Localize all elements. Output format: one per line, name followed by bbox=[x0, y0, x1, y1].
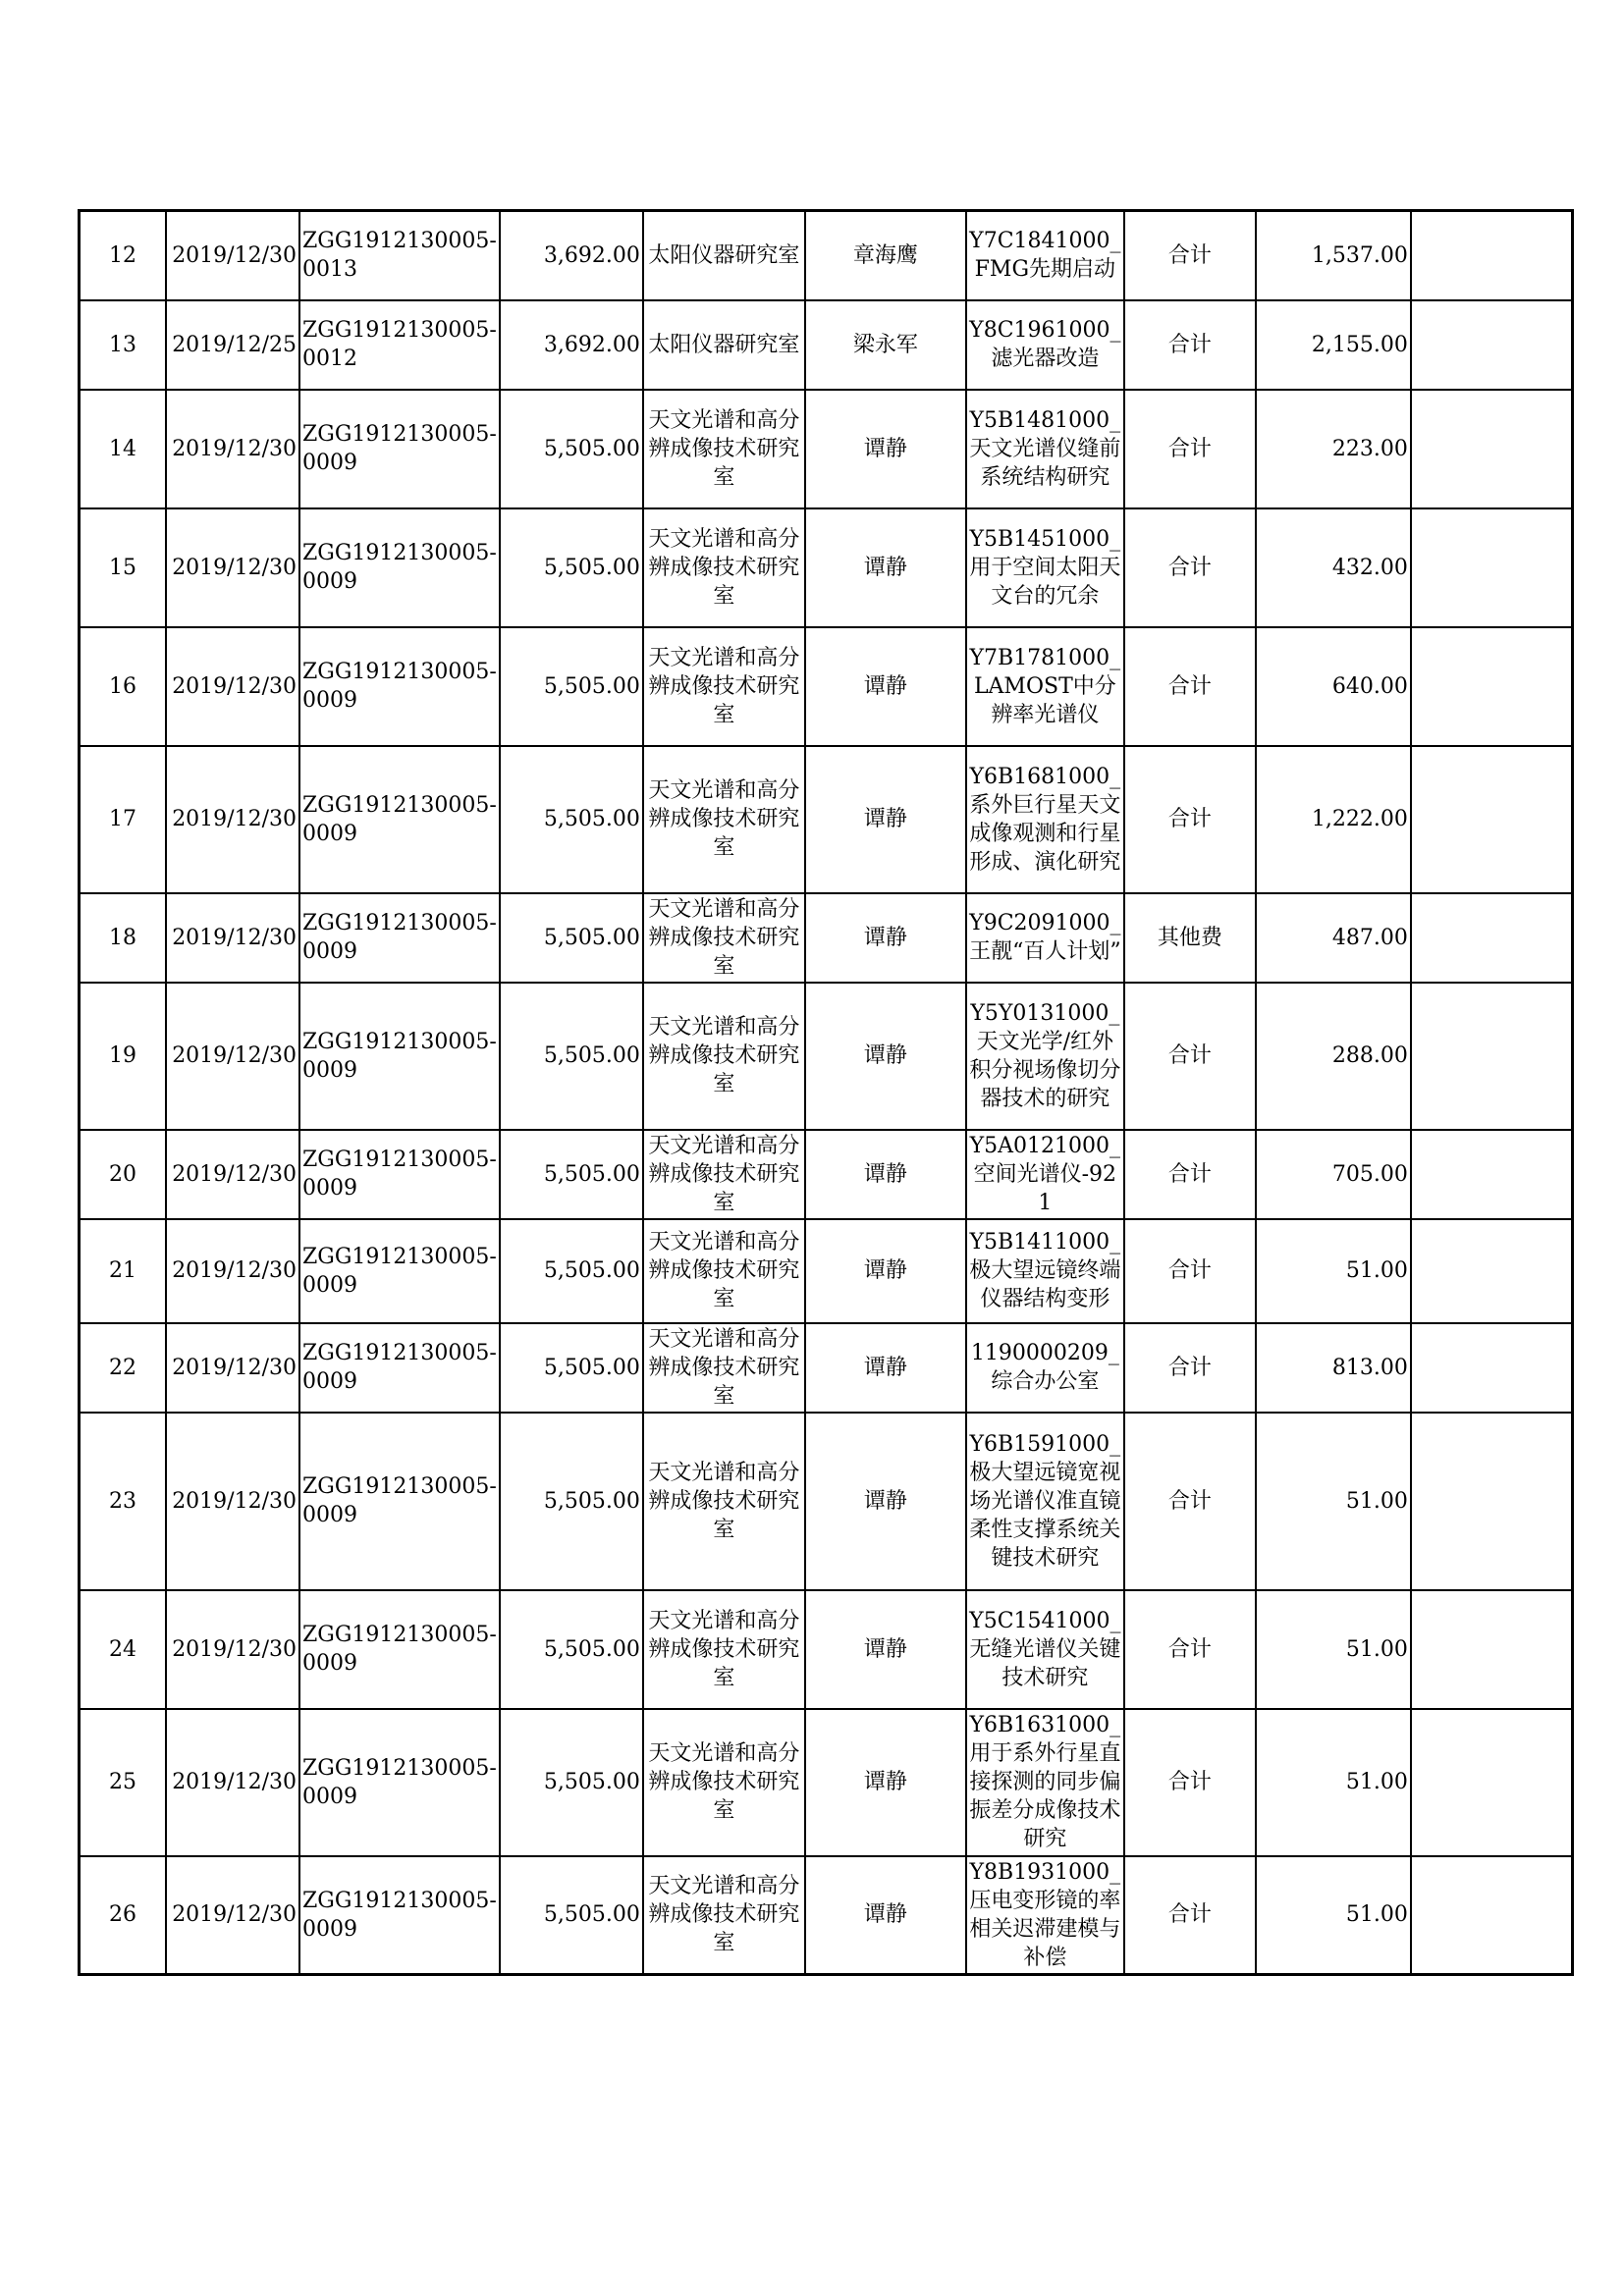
voucher-number-cell: ZGG1912130005-0009 bbox=[299, 746, 500, 893]
table-row bbox=[80, 508, 1573, 627]
expense-type-cell: 其他费 bbox=[1124, 893, 1256, 983]
person-cell: 谭静 bbox=[805, 983, 966, 1130]
date-cell bbox=[166, 1856, 299, 1975]
row-number: 14 bbox=[80, 390, 167, 508]
amount-cell: 5,505.00 bbox=[500, 1590, 643, 1709]
department-cell: 太阳仪器研究室 bbox=[643, 300, 805, 390]
department-cell: 天文光谱和高分辨成像技术研究室 bbox=[643, 1590, 805, 1709]
amount-cell: 5,505.00 bbox=[500, 893, 643, 983]
date-cell bbox=[166, 1413, 299, 1590]
amount-cell: 5,505.00 bbox=[500, 1709, 643, 1856]
row-number: 24 bbox=[80, 1590, 167, 1709]
date-cell bbox=[166, 983, 299, 1130]
expense-type-cell: 合计 bbox=[1124, 627, 1256, 746]
date-text: 2019/12/30 bbox=[172, 1043, 297, 1068]
department-cell: 天文光谱和高分辨成像技术研究室 bbox=[643, 983, 805, 1130]
amount-cell: 5,505.00 bbox=[500, 1219, 643, 1323]
date-text: 2019/12/30 bbox=[172, 242, 297, 268]
department-cell: 天文光谱和高分辨成像技术研究室 bbox=[643, 1709, 805, 1856]
subtotal-cell: 51.00 bbox=[1256, 1590, 1411, 1709]
subtotal-cell: 1,222.00 bbox=[1256, 746, 1411, 893]
table-row bbox=[80, 1219, 1573, 1323]
project-cell: Y8B1931000_压电变形镜的率相关迟滞建模与补偿 bbox=[966, 1856, 1124, 1975]
date-cell bbox=[166, 627, 299, 746]
department-cell: 天文光谱和高分辨成像技术研究室 bbox=[643, 1856, 805, 1975]
project-cell: Y5B1411000_极大望远镜终端仪器结构变形 bbox=[966, 1219, 1124, 1323]
row-number: 21 bbox=[80, 1219, 167, 1323]
table-row bbox=[80, 983, 1573, 1130]
subtotal-cell: 51.00 bbox=[1256, 1709, 1411, 1856]
note-cell bbox=[1411, 1130, 1573, 1219]
date-cell bbox=[166, 1590, 299, 1709]
project-cell: Y7C1841000_FMG先期启动 bbox=[966, 211, 1124, 300]
person-cell: 谭静 bbox=[805, 893, 966, 983]
project-cell: Y6B1631000_用于系外行星直接探测的同步偏振差分成像技术研究 bbox=[966, 1709, 1124, 1856]
row-number: 18 bbox=[80, 893, 167, 983]
expense-table bbox=[78, 209, 1574, 1976]
expense-type-cell: 合计 bbox=[1124, 211, 1256, 300]
row-number: 22 bbox=[80, 1323, 167, 1413]
date-cell bbox=[166, 211, 299, 300]
row-number: 26 bbox=[80, 1856, 167, 1975]
amount-cell: 5,505.00 bbox=[500, 627, 643, 746]
table-row bbox=[80, 300, 1573, 390]
subtotal-cell: 432.00 bbox=[1256, 508, 1411, 627]
project-cell: Y9C2091000_王靓“百人计划” bbox=[966, 893, 1124, 983]
subtotal-cell: 2,155.00 bbox=[1256, 300, 1411, 390]
project-cell: Y5A0121000_空间光谱仪-921 bbox=[966, 1130, 1124, 1219]
date-text: 2019/12/30 bbox=[172, 925, 297, 950]
expense-type-cell: 合计 bbox=[1124, 1130, 1256, 1219]
date-text: 2019/12/30 bbox=[172, 1488, 297, 1514]
note-cell bbox=[1411, 1856, 1573, 1975]
row-number: 20 bbox=[80, 1130, 167, 1219]
department-cell: 太阳仪器研究室 bbox=[643, 211, 805, 300]
row-number: 25 bbox=[80, 1709, 167, 1856]
table-row bbox=[80, 1590, 1573, 1709]
date-cell bbox=[166, 1323, 299, 1413]
subtotal-cell: 51.00 bbox=[1256, 1856, 1411, 1975]
note-cell bbox=[1411, 1219, 1573, 1323]
amount-cell: 5,505.00 bbox=[500, 1130, 643, 1219]
date-text: 2019/12/30 bbox=[172, 1258, 297, 1283]
amount-cell: 5,505.00 bbox=[500, 746, 643, 893]
expense-type-cell: 合计 bbox=[1124, 1590, 1256, 1709]
note-cell bbox=[1411, 1323, 1573, 1413]
row-number: 19 bbox=[80, 983, 167, 1130]
subtotal-cell: 223.00 bbox=[1256, 390, 1411, 508]
date-cell bbox=[166, 1219, 299, 1323]
table-row bbox=[80, 893, 1573, 983]
department-cell: 天文光谱和高分辨成像技术研究室 bbox=[643, 746, 805, 893]
subtotal-cell: 51.00 bbox=[1256, 1219, 1411, 1323]
voucher-number-cell: ZGG1912130005-0009 bbox=[299, 1323, 500, 1413]
date-text: 2019/12/25 bbox=[172, 332, 297, 357]
amount-cell: 5,505.00 bbox=[500, 508, 643, 627]
date-cell bbox=[166, 300, 299, 390]
table-row bbox=[80, 211, 1573, 300]
note-cell bbox=[1411, 746, 1573, 893]
amount-cell: 5,505.00 bbox=[500, 1413, 643, 1590]
project-cell: Y6B1681000_系外巨行星天文成像观测和行星形成、演化研究 bbox=[966, 746, 1124, 893]
project-cell: Y5B1451000_用于空间太阳天文台的冗余 bbox=[966, 508, 1124, 627]
department-cell: 天文光谱和高分辨成像技术研究室 bbox=[643, 390, 805, 508]
row-number: 15 bbox=[80, 508, 167, 627]
subtotal-cell: 813.00 bbox=[1256, 1323, 1411, 1413]
date-cell bbox=[166, 1709, 299, 1856]
voucher-number-cell: ZGG1912130005-0009 bbox=[299, 893, 500, 983]
subtotal-cell: 1,537.00 bbox=[1256, 211, 1411, 300]
date-text: 2019/12/30 bbox=[172, 1902, 297, 1928]
note-cell bbox=[1411, 1590, 1573, 1709]
table-row bbox=[80, 1709, 1573, 1856]
expense-type-cell: 合计 bbox=[1124, 1856, 1256, 1975]
person-cell: 梁永军 bbox=[805, 300, 966, 390]
person-cell: 谭静 bbox=[805, 1709, 966, 1856]
voucher-number-cell: ZGG1912130005-0012 bbox=[299, 300, 500, 390]
amount-cell: 3,692.00 bbox=[500, 300, 643, 390]
person-cell: 谭静 bbox=[805, 627, 966, 746]
date-text: 2019/12/30 bbox=[172, 1355, 297, 1380]
person-cell: 谭静 bbox=[805, 1219, 966, 1323]
note-cell bbox=[1411, 300, 1573, 390]
amount-cell: 5,505.00 bbox=[500, 1323, 643, 1413]
note-cell bbox=[1411, 211, 1573, 300]
subtotal-cell: 288.00 bbox=[1256, 983, 1411, 1130]
subtotal-cell: 51.00 bbox=[1256, 1413, 1411, 1590]
date-cell bbox=[166, 390, 299, 508]
subtotal-cell: 487.00 bbox=[1256, 893, 1411, 983]
voucher-number-cell: ZGG1912130005-0009 bbox=[299, 1709, 500, 1856]
expense-type-cell: 合计 bbox=[1124, 300, 1256, 390]
person-cell: 谭静 bbox=[805, 1130, 966, 1219]
date-text: 2019/12/30 bbox=[172, 1770, 297, 1794]
table-row bbox=[80, 1130, 1573, 1219]
expense-type-cell: 合计 bbox=[1124, 983, 1256, 1130]
amount-cell: 5,505.00 bbox=[500, 390, 643, 508]
expense-type-cell: 合计 bbox=[1124, 1219, 1256, 1323]
table-row bbox=[80, 1856, 1573, 1975]
voucher-number-cell: ZGG1912130005-0009 bbox=[299, 1856, 500, 1975]
voucher-number-cell: ZGG1912130005-0009 bbox=[299, 1413, 500, 1590]
project-cell: Y6B1591000_极大望远镜宽视场光谱仪准直镜柔性支撑系统关键技术研究 bbox=[966, 1413, 1124, 1590]
department-cell: 天文光谱和高分辨成像技术研究室 bbox=[643, 1413, 805, 1590]
amount-cell: 3,692.00 bbox=[500, 211, 643, 300]
expense-type-cell: 合计 bbox=[1124, 1323, 1256, 1413]
row-number: 23 bbox=[80, 1413, 167, 1590]
date-text: 2019/12/30 bbox=[172, 1636, 297, 1662]
voucher-number-cell: ZGG1912130005-0009 bbox=[299, 627, 500, 746]
expense-type-cell: 合计 bbox=[1124, 508, 1256, 627]
row-number: 17 bbox=[80, 746, 167, 893]
row-number: 13 bbox=[80, 300, 167, 390]
person-cell: 谭静 bbox=[805, 390, 966, 508]
voucher-number-cell: ZGG1912130005-0009 bbox=[299, 983, 500, 1130]
department-cell: 天文光谱和高分辨成像技术研究室 bbox=[643, 1323, 805, 1413]
note-cell bbox=[1411, 1413, 1573, 1590]
expense-type-cell: 合计 bbox=[1124, 1413, 1256, 1590]
voucher-number-cell: ZGG1912130005-0013 bbox=[299, 211, 500, 300]
table-row bbox=[80, 390, 1573, 508]
date-cell bbox=[166, 1130, 299, 1219]
department-cell: 天文光谱和高分辨成像技术研究室 bbox=[643, 508, 805, 627]
project-cell: Y5Y0131000_天文光学/红外积分视场像切分器技术的研究 bbox=[966, 983, 1124, 1130]
project-cell: Y8C1961000_滤光器改造 bbox=[966, 300, 1124, 390]
amount-cell: 5,505.00 bbox=[500, 983, 643, 1130]
department-cell: 天文光谱和高分辨成像技术研究室 bbox=[643, 627, 805, 746]
amount-cell: 5,505.00 bbox=[500, 1856, 643, 1975]
table-row bbox=[80, 627, 1573, 746]
date-cell bbox=[166, 893, 299, 983]
note-cell bbox=[1411, 508, 1573, 627]
subtotal-cell: 640.00 bbox=[1256, 627, 1411, 746]
expense-table-body bbox=[80, 211, 1573, 1975]
person-cell: 谭静 bbox=[805, 1413, 966, 1590]
department-cell: 天文光谱和高分辨成像技术研究室 bbox=[643, 893, 805, 983]
table-row bbox=[80, 1323, 1573, 1413]
project-cell: Y5B1481000_天文光谱仪缝前系统结构研究 bbox=[966, 390, 1124, 508]
project-cell: 1190000209_综合办公室 bbox=[966, 1323, 1124, 1413]
department-cell: 天文光谱和高分辨成像技术研究室 bbox=[643, 1219, 805, 1323]
date-text: 2019/12/30 bbox=[172, 436, 297, 461]
date-text: 2019/12/30 bbox=[172, 1161, 297, 1187]
note-cell bbox=[1411, 627, 1573, 746]
project-cell: Y7B1781000_LAMOST中分辨率光谱仪 bbox=[966, 627, 1124, 746]
expense-type-cell: 合计 bbox=[1124, 746, 1256, 893]
table-row bbox=[80, 746, 1573, 893]
person-cell: 谭静 bbox=[805, 1856, 966, 1975]
note-cell bbox=[1411, 893, 1573, 983]
project-cell: Y5C1541000_无缝光谱仪关键技术研究 bbox=[966, 1590, 1124, 1709]
expense-type-cell: 合计 bbox=[1124, 390, 1256, 508]
date-text: 2019/12/30 bbox=[172, 555, 297, 580]
note-cell bbox=[1411, 390, 1573, 508]
voucher-number-cell: ZGG1912130005-0009 bbox=[299, 390, 500, 508]
person-cell: 谭静 bbox=[805, 1323, 966, 1413]
date-text: 2019/12/30 bbox=[172, 673, 297, 699]
note-cell bbox=[1411, 983, 1573, 1130]
date-cell bbox=[166, 746, 299, 893]
expense-type-cell: 合计 bbox=[1124, 1709, 1256, 1856]
person-cell: 章海鹰 bbox=[805, 211, 966, 300]
row-number: 12 bbox=[80, 211, 167, 300]
date-cell bbox=[166, 508, 299, 627]
voucher-number-cell: ZGG1912130005-0009 bbox=[299, 1130, 500, 1219]
voucher-number-cell: ZGG1912130005-0009 bbox=[299, 1219, 500, 1323]
person-cell: 谭静 bbox=[805, 746, 966, 893]
table-row bbox=[80, 1413, 1573, 1590]
row-number: 16 bbox=[80, 627, 167, 746]
date-text: 2019/12/30 bbox=[172, 807, 297, 831]
voucher-number-cell: ZGG1912130005-0009 bbox=[299, 508, 500, 627]
person-cell: 谭静 bbox=[805, 508, 966, 627]
subtotal-cell: 705.00 bbox=[1256, 1130, 1411, 1219]
department-cell: 天文光谱和高分辨成像技术研究室 bbox=[643, 1130, 805, 1219]
person-cell: 谭静 bbox=[805, 1590, 966, 1709]
note-cell bbox=[1411, 1709, 1573, 1856]
voucher-number-cell: ZGG1912130005-0009 bbox=[299, 1590, 500, 1709]
